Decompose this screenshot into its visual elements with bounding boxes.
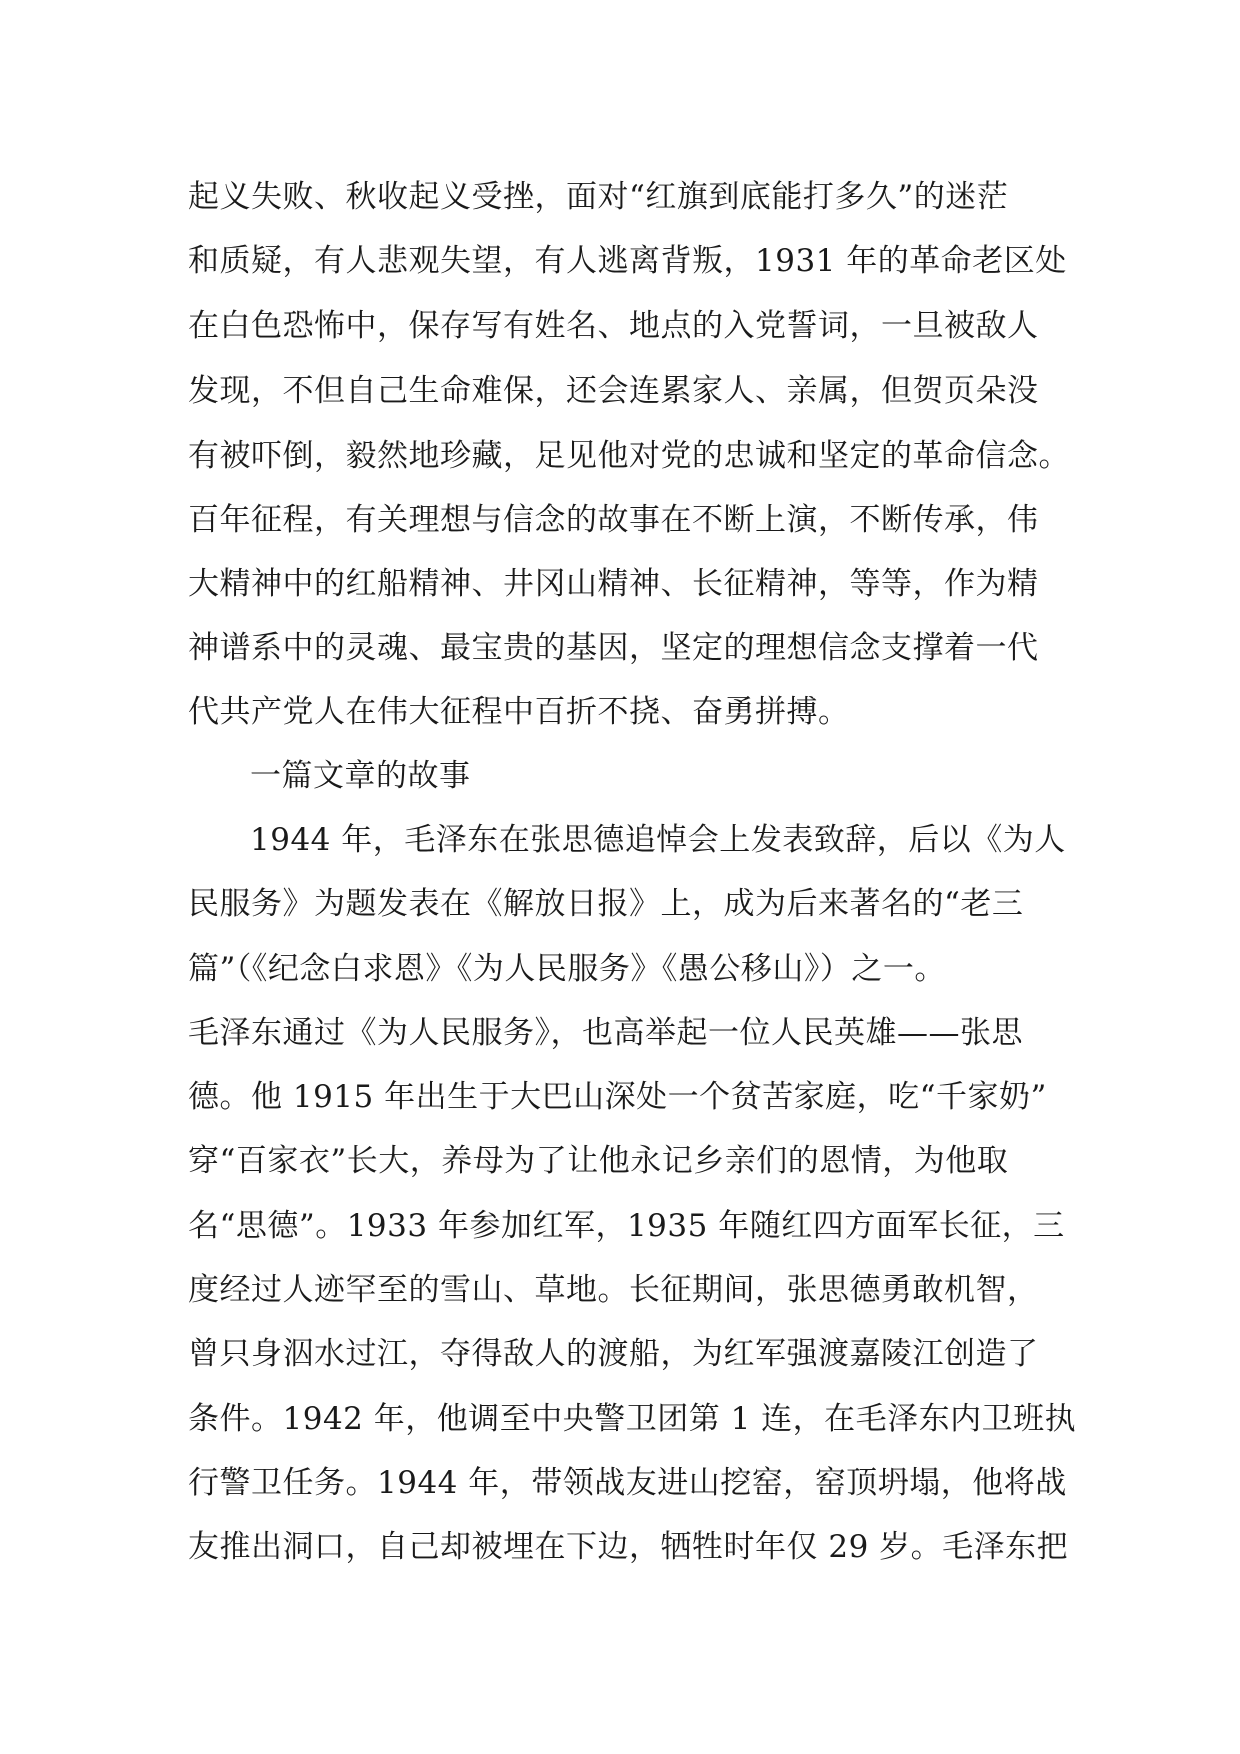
text-line: 篇”（《纪念白求恩》《为人民服务》《愚公移山》）之一。 (188, 951, 946, 987)
text-line: 神谱系中的灵魂、最宝贵的基因，坚定的理想信念支撑着一代 (188, 630, 1039, 666)
text-line: 有被吓倒，毅然地珍藏，足见他对党的忠诚和坚定的革命信念。 (188, 438, 1070, 474)
text-line: 名“思德”。1933 年参加红军，1935 年随红四方面军长征，三 (188, 1208, 1065, 1244)
text-line: 友推出洞口，自己却被埋在下边，牺牲时年仅 29 岁。毛泽东把 (188, 1529, 1069, 1565)
text-line: 起义失败、秋收起义受挫，面对“红旗到底能打多久”的迷茫 (188, 179, 1009, 215)
text-line: 大精神中的红船精神、井冈山精神、长征精神，等等，作为精 (188, 566, 1039, 602)
text-line: 和质疑，有人悲观失望，有人逃离背叛，1931 年的革命老区处 (188, 243, 1067, 279)
text-line: 曾只身泅水过江，夺得敌人的渡船，为红军强渡嘉陵江创造了 (188, 1336, 1039, 1372)
text-line: 毛泽东通过《为人民服务》，也高举起一位人民英雄——张思 (188, 1015, 1023, 1051)
text-line: 1944 年，毛泽东在张思德追悼会上发表致辞，后以《为人 (250, 822, 1066, 858)
text-line: 民服务》为题发表在《解放日报》上，成为后来著名的“老三 (188, 886, 1024, 922)
text-line: 穿“百家衣”长大，养母为了让他永记乡亲们的恩情，为他取 (188, 1143, 1009, 1179)
text-line: 在白色恐怖中，保存写有姓名、地点的入党誓词，一旦被敌人 (188, 308, 1039, 344)
text-line: 德。他 1915 年出生于大巴山深处一个贫苦家庭，吃“千家奶” (188, 1079, 1047, 1115)
text-line: 度经过人迹罕至的雪山、草地。长征期间，张思德勇敢机智， (188, 1272, 1039, 1308)
text-line: 行警卫任务。1944 年，带领战友进山挖窑，窑顶坍塌，他将战 (188, 1465, 1067, 1501)
text-line: 发现，不但自己生命难保，还会连累家人、亲属，但贺页朵没 (188, 373, 1039, 409)
text-line: 百年征程，有关理想与信念的故事在不断上演，不断传承，伟 (188, 502, 1039, 538)
section-heading: 一篇文章的故事 (250, 758, 471, 794)
text-line: 条件。1942 年，他调至中央警卫团第 1 连，在毛泽东内卫班执 (188, 1401, 1077, 1437)
text-line: 代共产党人在伟大征程中百折不挠、奋勇拼搏。 (188, 694, 850, 730)
